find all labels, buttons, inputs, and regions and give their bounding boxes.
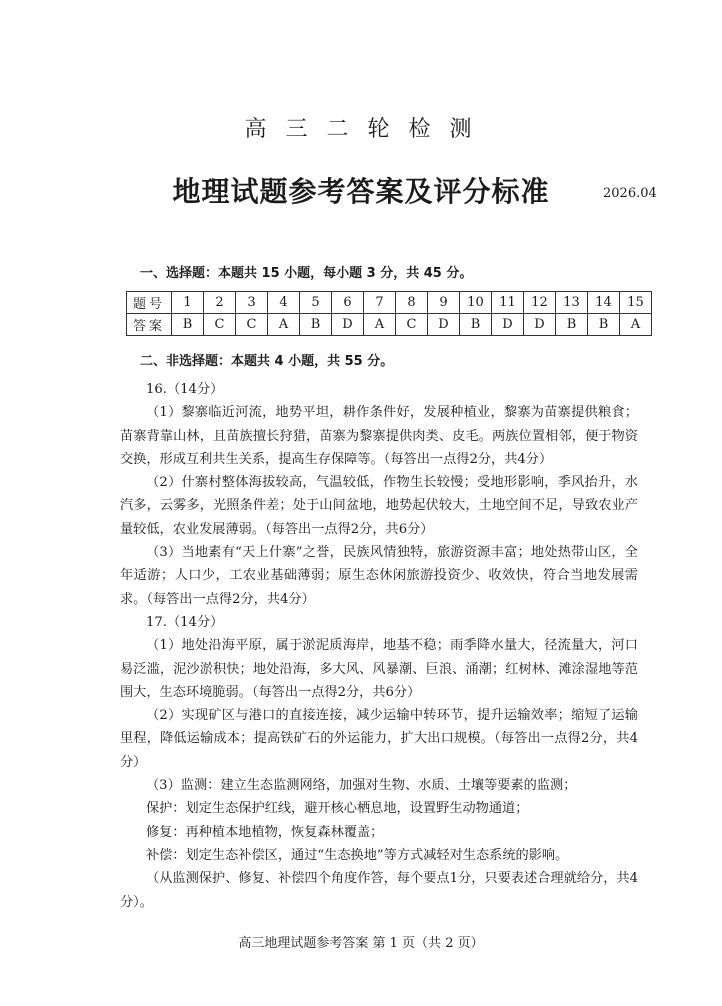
answer-cell: A [364, 314, 396, 336]
q17-part2: （2）实现矿区与港口的直接连接，减少运输中转环节，提升运输效率；缩短了运输里程，降低运输成本；提高铁矿石的外运能力，扩大出口规模。（每答出一点得2分，共4分） [120, 708, 638, 770]
question-number: 3 [236, 292, 268, 314]
exam-name: 高 三 二 轮 检 测 [244, 117, 478, 142]
q16-label: 16.（14分） [146, 382, 224, 397]
q17-restoration: 修复：再种植本地植物，恢复森林覆盖； [146, 824, 384, 840]
question-number: 2 [204, 292, 236, 314]
answer-cell: A [620, 314, 652, 336]
answer-body [120, 378, 638, 914]
question-number: 11 [492, 292, 524, 314]
page-footer: 高三地理试题参考答案 第 1 页（共 2 页） [238, 936, 484, 951]
question-number: 5 [300, 292, 332, 314]
question-number: 1 [172, 292, 204, 314]
answer-cell: A [268, 314, 300, 336]
q16-part1: （1）黎寨临近河流，地势平坦，耕作条件好，发展种植业，黎寨为苗寨提供粮食；苗寨背靠山林，且苗族擅长狩猎，苗寨为黎寨提供肉类、皮毛。两族位置相邻，便于物资交换，形成互利共生关系，提高生存保障等。（每答出一点得2分，共4分） [120, 405, 638, 467]
question-number: 4 [268, 292, 300, 314]
answer-table [126, 291, 652, 336]
answer-cell: C [236, 314, 268, 336]
question-number: 10 [460, 292, 492, 314]
answer-cell: D [524, 314, 556, 336]
q17-part3: （3）监测：建立生态监测网络，加强对生物、水质、土壤等要素的监测； [146, 778, 577, 794]
question-number: 12 [524, 292, 556, 314]
q17-scoring-note: （从监测保护、修复、补偿四个角度作答，每个要点1分，只要表述合理就给分，共4分）。 [120, 871, 638, 910]
answer-cell: B [556, 314, 588, 336]
page-title: 地理试题参考答案及评分标准 [172, 175, 550, 208]
q17-protection: 保护：划定生态保护红线，避开核心栖息地，设置野生动物通道； [146, 801, 529, 817]
answer-cell: B [300, 314, 332, 336]
question-number: 9 [428, 292, 460, 314]
answer-row-label: 答案 [127, 314, 172, 336]
answer-cell: B [460, 314, 492, 336]
answer-cell: D [428, 314, 460, 336]
answer-cell: C [204, 314, 236, 336]
q17-part1: （1）地处沿海平原，属于淤泥质海岸，地基不稳；雨季降水量大，径流量大，河口易泛滥，泥沙淤积快；地处沿海，多大风、风暴潮、巨浪、涌潮；红树林、滩涂湿地等范围大，生态环境脆弱。（每答出一点得2分，共6分） [120, 638, 638, 700]
question-number: 7 [364, 292, 396, 314]
question-number: 6 [332, 292, 364, 314]
question-number: 14 [588, 292, 620, 314]
number-row [127, 292, 652, 314]
section1-heading: 一、选择题：本题共 15 小题，每小题 3 分，共 45 分。 [140, 266, 473, 281]
answer-cell: D [332, 314, 364, 336]
answer-cell: C [396, 314, 428, 336]
question-number: 15 [620, 292, 652, 314]
q16-part3: （3）当地素有“天上什寨”之誉，民族风情独特，旅游资源丰富；地处热带山区，全年适游；人口少，工农业基础薄弱；原生态休闲旅游投资少、收效快，符合当地发展需求。（每答出一点得2分，共4分） [120, 545, 638, 607]
q16-part2: （2）什寨村整体海拔较高，气温较低，作物生长较慢；受地形影响，季风抬升，水汽多，云雾多，光照条件差；处于山间盆地，地势起伏较大，土地空间不足，导致农业产量较低，农业发展薄弱。（每答出一点得2分，共6分） [120, 475, 638, 537]
answer-cell: D [492, 314, 524, 336]
number-row-label: 题号 [127, 292, 172, 314]
q17-compensation: 补偿：划定生态补偿区，通过“生态换地”等方式减轻对生态系统的影响。 [146, 847, 569, 863]
question-number: 8 [396, 292, 428, 314]
answer-row [127, 314, 652, 336]
exam-date: 2026.04 [603, 186, 657, 201]
answer-cell: B [588, 314, 620, 336]
answer-cell: B [172, 314, 204, 336]
section2-heading: 二、非选择题：本题共 4 小题，共 55 分。 [140, 354, 394, 369]
q17-label: 17.（14分） [146, 614, 224, 630]
question-number: 13 [556, 292, 588, 314]
